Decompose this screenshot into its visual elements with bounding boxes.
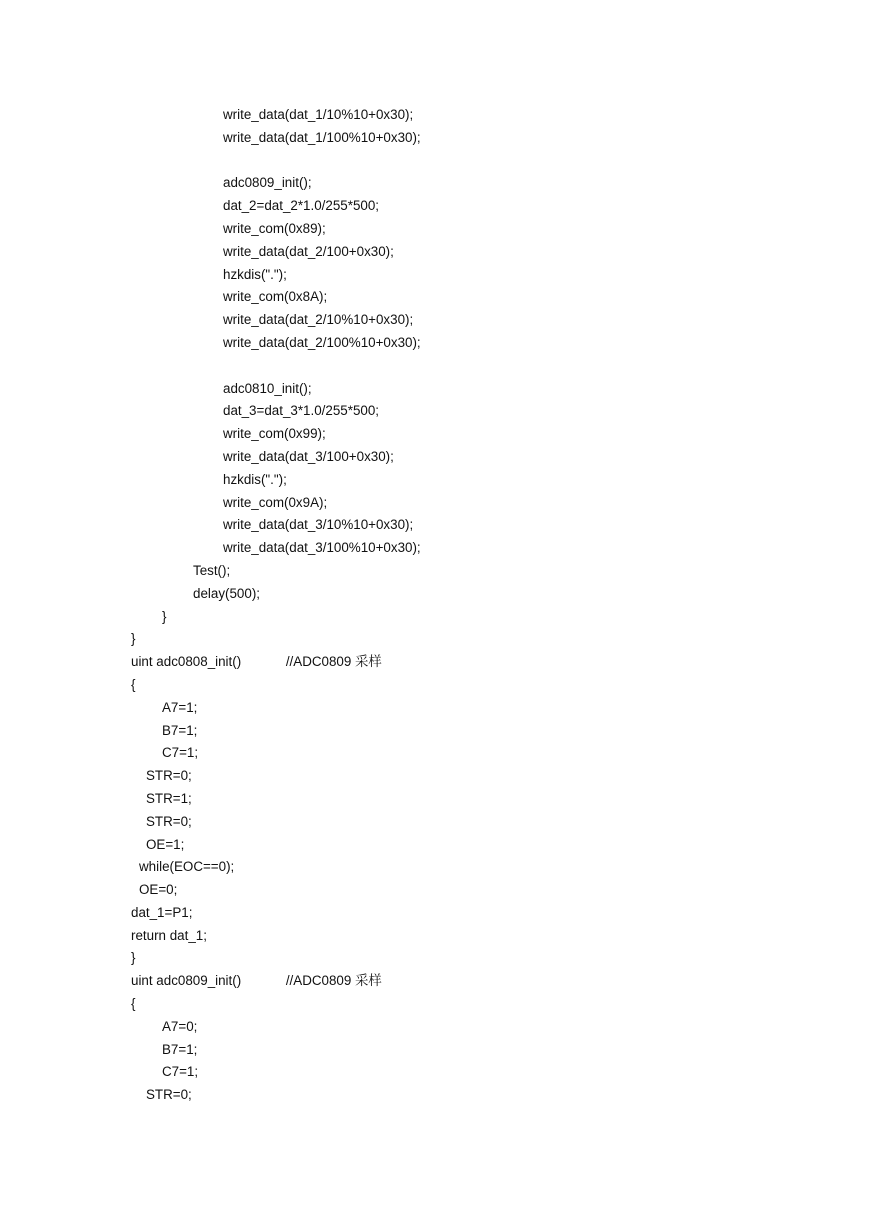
code-line: uint adc0809_init() //ADC0809 采样 (131, 973, 382, 989)
code-line: { (131, 676, 136, 692)
code-line: dat_2=dat_2*1.0/255*500; (223, 198, 379, 214)
code-line: dat_3=dat_3*1.0/255*500; (223, 403, 379, 419)
code-line: Test(); (193, 562, 231, 578)
code-line: A7=0; (162, 1018, 198, 1034)
code-line: write_data(dat_2/100%10+0x30); (223, 334, 421, 350)
code-line: write_data(dat_2/10%10+0x30); (223, 312, 414, 328)
code-line: } (131, 631, 136, 647)
code-line: hzkdis("."); (223, 266, 287, 282)
blank-line (131, 150, 421, 173)
code-line: OE=0; (139, 882, 178, 898)
code-line: hzkdis("."); (223, 471, 287, 487)
code-line: { (131, 996, 136, 1012)
code-line: write_data(dat_2/100+0x30); (223, 243, 394, 259)
code-line: write_com(0x89); (223, 220, 326, 236)
code-line: delay(500); (193, 585, 260, 601)
code-line: return dat_1; (131, 927, 207, 943)
code-listing (131, 104, 421, 1107)
code-line: uint adc0808_init() //ADC0809 采样 (131, 654, 382, 670)
code-line: STR=0; (146, 1087, 192, 1103)
code-line: STR=0; (146, 768, 192, 784)
code-line: write_data(dat_3/100%10+0x30); (223, 540, 421, 556)
code-line: STR=0; (146, 813, 192, 829)
code-line: write_com(0x9A); (223, 494, 328, 510)
code-line: write_data(dat_1/10%10+0x30); (223, 107, 414, 122)
code-line: STR=1; (146, 790, 192, 806)
code-line: OE=1; (146, 836, 185, 852)
code-line: C7=1; (162, 1064, 199, 1080)
code-line: while(EOC==0); (139, 859, 235, 875)
code-line: write_data(dat_3/10%10+0x30); (223, 517, 414, 533)
code-line: C7=1; (162, 745, 199, 761)
code-line: A7=1; (162, 699, 198, 715)
code-line: write_data(dat_3/100+0x30); (223, 448, 394, 464)
code-line: B7=1; (162, 1041, 198, 1057)
code-line: adc0810_init(); (223, 380, 312, 396)
code-line: write_com(0x8A); (223, 289, 328, 305)
code-line: write_com(0x99); (223, 426, 326, 442)
code-line: } (162, 608, 167, 624)
code-line: dat_1=P1; (131, 904, 193, 920)
code-line: adc0809_init(); (223, 175, 312, 191)
blank-line (131, 355, 421, 378)
code-line: B7=1; (162, 722, 198, 738)
code-line: write_data(dat_1/100%10+0x30); (223, 129, 421, 145)
code-line: } (131, 950, 136, 966)
